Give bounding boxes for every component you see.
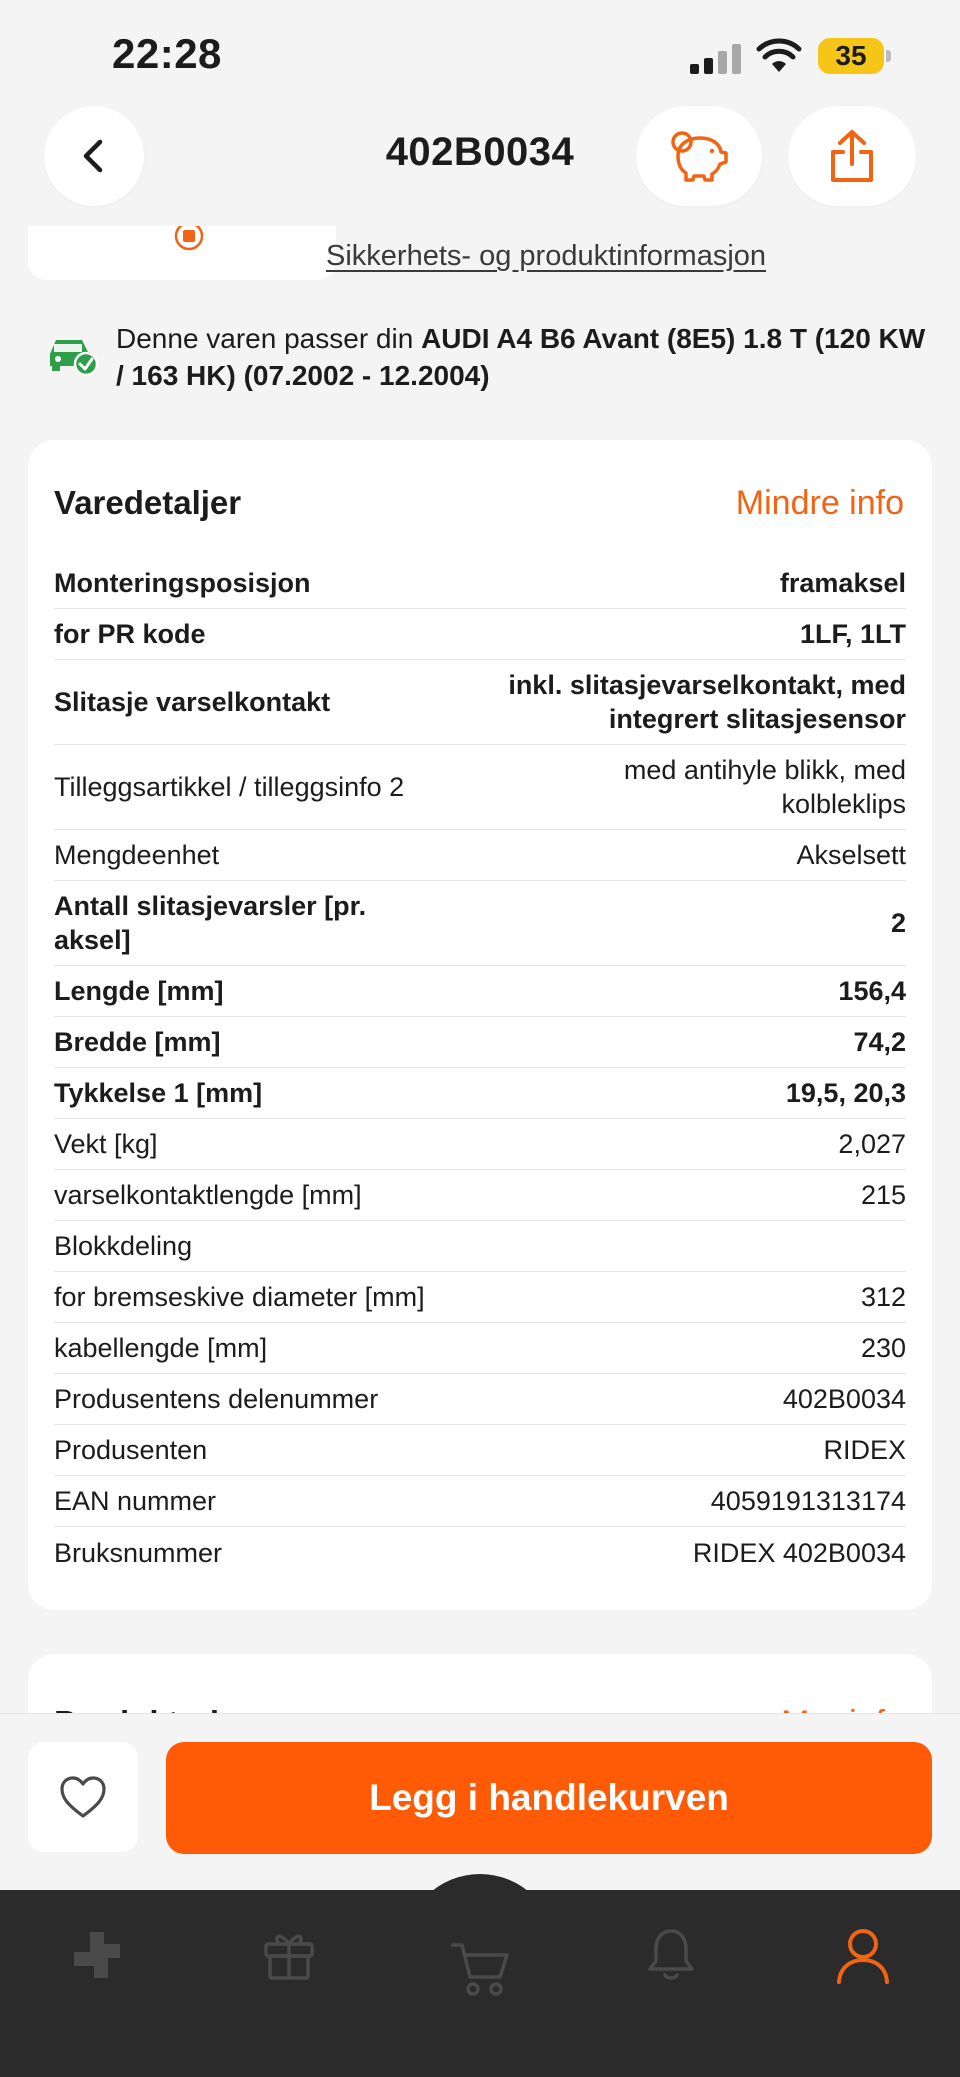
detail-row: [54, 1272, 906, 1323]
purchase-action-bar: [0, 1713, 960, 1891]
detail-row: [54, 1170, 906, 1221]
vehicle-fit-text: [116, 320, 936, 394]
detail-row: [54, 1527, 906, 1578]
heart-icon: [58, 1774, 108, 1820]
detail-label: Bredde [mm]: [54, 1027, 221, 1057]
detail-label: Vekt [kg]: [54, 1129, 158, 1159]
detail-label: for bremseskive diameter [mm]: [54, 1282, 425, 1312]
cart-icon: [450, 1939, 512, 1999]
bell-icon: [645, 1927, 697, 1983]
piggy-bank-icon: [668, 128, 730, 184]
tab-notifications[interactable]: [636, 1920, 706, 1990]
detail-row: [54, 1068, 906, 1119]
tab-offers[interactable]: [254, 1920, 324, 1990]
detail-row: [54, 1017, 906, 1068]
detail-value: inkl. slitasjevarselkontakt, med integrert slitasjesensor: [508, 670, 906, 734]
detail-label: Produsentens delenummer: [54, 1384, 379, 1414]
page-title: 402B0034: [385, 130, 575, 174]
detail-row: [54, 1323, 906, 1374]
signal-icon: [690, 44, 744, 74]
detail-label: Bruksnummer: [54, 1537, 223, 1568]
detail-label: Slitasje varselkontakt: [54, 687, 331, 717]
tab-profile[interactable]: [828, 1920, 898, 1990]
gift-icon: [261, 1928, 317, 1982]
share-icon: [827, 128, 877, 184]
detail-value: 19,5, 20,3: [785, 1078, 906, 1108]
detail-value: 4059191313174: [710, 1486, 906, 1516]
detail-label: Monteringsposisjon: [54, 568, 311, 598]
battery-cap: [886, 50, 891, 62]
wifi-icon: [756, 38, 802, 74]
car-check-icon: [46, 332, 98, 376]
detail-label: Antall slitasjevarsler [pr. aksel]: [54, 891, 367, 955]
detail-value: 230: [860, 1333, 906, 1363]
detail-value: 1LF, 1LT: [799, 619, 906, 649]
detail-row: [54, 660, 906, 745]
user-icon: [835, 1926, 891, 1984]
detail-row: [54, 830, 906, 881]
detail-row: [54, 881, 906, 966]
detail-row: [54, 609, 906, 660]
detail-label: Produsenten: [54, 1435, 208, 1465]
details-title: Varedetaljer: [54, 484, 242, 521]
detail-row: [54, 745, 906, 830]
detail-value: med antihyle blikk, med kolbleklips: [623, 755, 906, 819]
detail-row: [54, 1221, 906, 1272]
detail-value: 74,2: [853, 1027, 906, 1057]
detail-row: [54, 1119, 906, 1170]
detail-label: Tykkelse 1 [mm]: [54, 1078, 263, 1108]
tab-cart[interactable]: [446, 1934, 516, 2004]
detail-label: EAN nummer: [54, 1486, 217, 1516]
catalog-icon: [70, 1928, 124, 1982]
fit-vehicle: AUDI A4 B6 Avant (8E5) 1.8 T (120 KW / 163 HK) (07.2002 - 12.2004): [116, 323, 926, 391]
fit-prefix: Denne varen passer din: [116, 323, 422, 354]
detail-value: 312: [860, 1282, 906, 1312]
detail-value: framaksel: [779, 568, 906, 598]
detail-value: 215: [860, 1180, 906, 1210]
detail-label: Blokkdeling: [54, 1231, 193, 1261]
share-button[interactable]: [788, 106, 916, 206]
detail-label: Tilleggsartikkel / tilleggsinfo 2: [54, 772, 405, 802]
detail-row: [54, 966, 906, 1017]
detail-row: [54, 558, 906, 609]
detail-value: Akselsett: [796, 840, 906, 870]
battery-level: 35: [835, 40, 867, 71]
detail-value: RIDEX: [823, 1435, 906, 1465]
detail-value: 156,4: [838, 976, 906, 1006]
add-to-cart-button[interactable]: Legg i handlekurven: [166, 1742, 932, 1854]
tab-catalog[interactable]: [62, 1920, 132, 1990]
favorite-button[interactable]: [28, 1742, 138, 1852]
detail-row: [54, 1425, 906, 1476]
detail-label: for PR kode: [54, 619, 206, 649]
bottom-tab-bar: [0, 1890, 960, 2077]
details-table: [54, 558, 906, 1578]
detail-row: [54, 1374, 906, 1425]
battery-indicator: [818, 38, 884, 74]
status-bar: [0, 0, 960, 112]
detail-value: 402B0034: [782, 1384, 906, 1414]
detail-label: Lengde [mm]: [54, 976, 224, 1006]
savings-button[interactable]: [636, 106, 762, 206]
less-info-toggle[interactable]: Mindre info: [735, 484, 904, 522]
safety-info-link[interactable]: Sikkerhets- og produktinformasjon: [326, 240, 767, 272]
detail-label: varselkontaktlengde [mm]: [54, 1180, 362, 1210]
detail-value: RIDEX 402B0034: [692, 1537, 906, 1568]
detail-label: Mengdeenhet: [54, 840, 220, 870]
detail-value: 2: [890, 908, 906, 938]
page-header: [0, 100, 960, 226]
detail-value: 2,027: [838, 1129, 906, 1159]
detail-row: [54, 1476, 906, 1527]
detail-label: kabellengde [mm]: [54, 1333, 268, 1363]
product-details-card: [28, 440, 932, 1610]
status-time: 22:28: [112, 30, 222, 77]
